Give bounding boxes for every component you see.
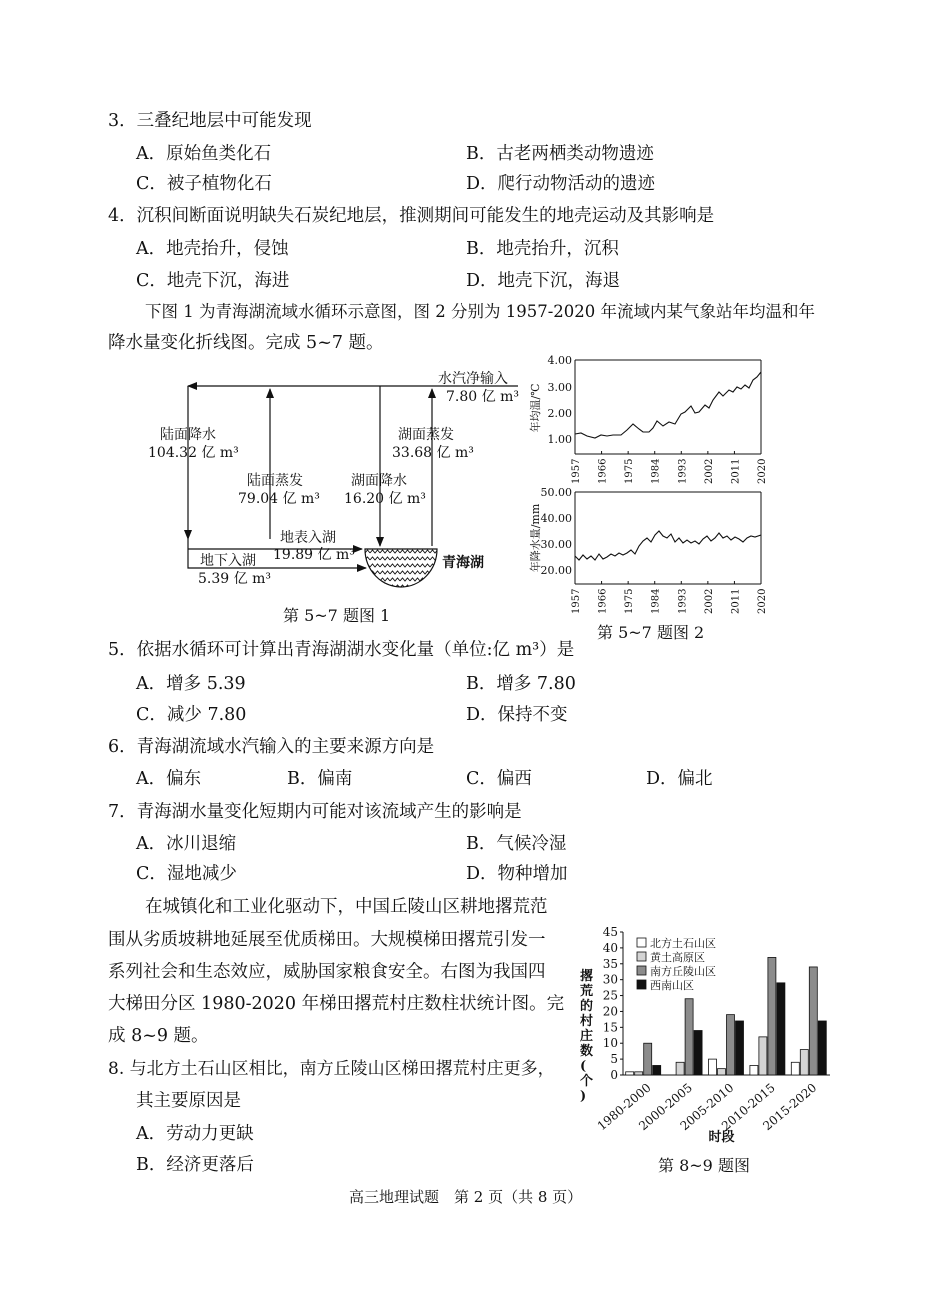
land-evap-label: 陆面蒸发	[247, 473, 303, 489]
q6-stem: 6．青海湖流域水汽输入的主要来源方向是	[108, 737, 435, 757]
vapor-label: 水汽净输入	[438, 371, 508, 387]
q3-option-c[interactable]: C．被子植物化石	[136, 174, 272, 194]
q8-stem-line2: 其主要原因是	[136, 1091, 241, 1111]
year-tick-label: 2011	[730, 588, 742, 614]
land-precip-label: 陆面降水	[160, 427, 216, 443]
year-tick-label: 1957	[571, 458, 582, 484]
bar	[809, 967, 817, 1075]
legend-label: 南方丘陵山区	[650, 965, 716, 978]
bar	[800, 1050, 808, 1075]
temp-tick-3: 3.00	[547, 381, 572, 394]
y-tick-label: 30	[602, 972, 618, 987]
q4-option-c[interactable]: C．地壳下沉，海进	[136, 271, 290, 291]
year-tick-label: 1993	[677, 458, 689, 484]
year-tick-label: 1984	[650, 588, 662, 614]
temp-tick-2: 2.00	[547, 407, 572, 420]
temp-tick-4: 4.00	[547, 354, 572, 367]
q3-option-a[interactable]: A．原始鱼类化石	[136, 144, 272, 164]
bar	[635, 1072, 643, 1075]
precip-line	[575, 531, 761, 560]
q7-option-d[interactable]: D．物种增加	[466, 864, 568, 884]
surface-value: 19.89 亿 m³	[273, 547, 355, 563]
y-tick-label: 45	[602, 925, 618, 939]
ground-label: 地下入湖	[200, 553, 256, 569]
q8-option-b[interactable]: B．经济更落后	[136, 1155, 254, 1175]
surface-label: 地表入湖	[280, 530, 336, 546]
q5-option-d[interactable]: D．保持不变	[466, 705, 568, 725]
q7-option-c[interactable]: C．湿地减少	[136, 864, 237, 884]
bar	[750, 1065, 758, 1075]
q6-option-b[interactable]: B．偏南	[287, 769, 353, 789]
q4-option-d[interactable]: D．地壳下沉，海退	[466, 271, 621, 291]
y-tick-label: 40	[602, 940, 618, 955]
year-tick-label: 1966	[597, 588, 609, 614]
intro89-line4: 大梯田分区 1980-2020 年梯田撂荒村庄数柱状统计图。完	[108, 994, 565, 1014]
bar	[694, 1031, 702, 1075]
bar	[791, 1062, 799, 1075]
q8-stem-line1: 8. 与北方土石山区相比，南方丘陵山区梯田撂荒村庄更多，	[108, 1059, 555, 1079]
q4-option-b[interactable]: B．地壳抬升，沉积	[466, 239, 619, 259]
temp-tick-1: 1.00	[547, 433, 572, 446]
precip-tick-40: 40.00	[540, 512, 572, 525]
land-precip-value: 104.32 亿 m³	[148, 445, 239, 461]
fig2-caption: 第 5~7 题图 2	[597, 623, 705, 642]
q3-option-b[interactable]: B．古老两栖类动物遗迹	[466, 144, 654, 164]
y-tick-label: 10	[602, 1036, 618, 1051]
intro57-line1: 下图 1 为青海湖流域水循环示意图，图 2 分别为 1957-2020 年流域内某气象站年均温和年	[145, 302, 816, 321]
year-tick-label: 1975	[624, 458, 636, 484]
legend-label: 黄土高原区	[650, 951, 705, 964]
lake-evap-value: 33.68 亿 m³	[392, 445, 474, 461]
bar	[626, 1072, 634, 1075]
y-tick-label: 25	[602, 988, 618, 1003]
y-tick-label: 15	[602, 1020, 618, 1035]
q5-option-c[interactable]: C．减少 7.80	[136, 705, 247, 725]
lake-precip-value: 16.20 亿 m³	[344, 491, 426, 507]
bar	[676, 1062, 684, 1075]
legend-swatch	[637, 966, 646, 975]
q6-option-a[interactable]: A．偏东	[136, 769, 202, 789]
land-evap-value: 79.04 亿 m³	[238, 491, 320, 507]
year-tick-label: 2002	[703, 458, 715, 484]
x-tick-label: 2000-2005	[636, 1080, 696, 1134]
bar	[653, 1065, 661, 1075]
intro89-line3: 系列社会和生态效应，威胁国家粮食安全。右图为我国四	[108, 962, 546, 982]
vapor-value: 7.80 亿 m³	[446, 389, 519, 405]
intro89-line1: 在城镇化和工业化驱动下，中国丘陵山区耕地撂荒范	[145, 897, 548, 917]
intro89-line2: 围从劣质坡耕地延展至优质梯田。大规模梯田撂荒引发一	[108, 930, 546, 950]
year-tick-label: 2020	[757, 588, 768, 614]
legend-swatch	[637, 952, 646, 961]
lake-evap-label: 湖面蒸发	[398, 427, 454, 443]
bar	[685, 999, 693, 1075]
bar	[759, 1037, 767, 1075]
y-tick-label: 35	[602, 956, 618, 971]
year-tick-label: 1993	[677, 588, 689, 614]
q3-option-d[interactable]: D．爬行动物活动的遗迹	[466, 174, 656, 194]
q8-option-a[interactable]: A．劳动力更缺	[136, 1124, 254, 1144]
q5-option-a[interactable]: A．增多 5.39	[136, 674, 246, 694]
precip-ylabel: 年降水量/mm	[529, 503, 542, 573]
legend-label: 西南山区	[650, 979, 694, 992]
intro57-line2: 降水量变化折线图。完成 5~7 题。	[108, 333, 384, 353]
bar	[644, 1043, 652, 1075]
bar	[777, 983, 785, 1075]
fig1-caption: 第 5~7 题图 1	[283, 606, 391, 625]
bar-chart-caption: 第 8~9 题图	[658, 1156, 750, 1175]
abandoned-villages-bar-chart	[570, 922, 835, 1147]
climate-line-charts	[525, 350, 770, 618]
year-tick-label: 2020	[757, 458, 768, 484]
temp-line	[575, 372, 761, 438]
bar	[818, 1021, 826, 1075]
q7-option-a[interactable]: A．冰川退缩	[136, 834, 237, 854]
q3-stem: 3．三叠纪地层中可能发现	[108, 111, 312, 131]
year-tick-label: 2002	[703, 588, 715, 614]
legend-label: 北方土石山区	[650, 937, 716, 950]
legend-swatch	[637, 938, 646, 947]
legend-swatch	[637, 980, 646, 989]
q6-option-d[interactable]: D．偏北	[646, 769, 713, 789]
year-tick-label: 2011	[730, 458, 742, 484]
x-tick-label: 2015-2020	[760, 1080, 820, 1134]
year-tick-label: 1957	[571, 588, 582, 614]
year-tick-label: 1975	[624, 588, 636, 614]
precip-tick-30: 30.00	[540, 538, 572, 551]
y-tick-label: 20	[602, 1004, 618, 1019]
y-tick-label: 0	[610, 1068, 618, 1082]
q6-option-c[interactable]: C．偏西	[466, 769, 532, 789]
bar	[709, 1059, 717, 1075]
x-tick-label: 2010-2015	[718, 1080, 778, 1134]
bar-chart-xlabel: 时段	[708, 1130, 735, 1145]
page-footer: 高三地理试题 第 2 页（共 8 页）	[349, 1188, 583, 1206]
y-tick-label: 5	[610, 1052, 618, 1067]
bar	[718, 1069, 726, 1075]
q4-stem: 4．沉积间断面说明缺失石炭纪地层，推测期间可能发生的地壳运动及其影响是	[108, 206, 715, 226]
q7-stem: 7．青海湖水量变化短期内可能对该流域产生的影响是	[108, 802, 522, 822]
year-tick-label: 1966	[597, 458, 609, 484]
x-tick-label: 2005-2010	[677, 1080, 737, 1134]
bar	[736, 1021, 744, 1075]
bar-chart-ylabel: 撂荒的村庄数(个)	[580, 969, 594, 1104]
precip-tick-20: 20.00	[540, 564, 572, 577]
bar	[768, 957, 776, 1075]
ground-value: 5.39 亿 m³	[198, 571, 271, 587]
q5-stem: 5．依据水循环可计算出青海湖湖水变化量（单位:亿 m³）是	[108, 640, 575, 660]
x-tick-label: 1980-2000	[594, 1080, 654, 1134]
q7-option-b[interactable]: B．气候冷湿	[466, 834, 567, 854]
q5-option-b[interactable]: B．增多 7.80	[466, 674, 576, 694]
precip-tick-50: 50.00	[540, 486, 572, 499]
bar	[727, 1015, 735, 1075]
q4-option-a[interactable]: A．地壳抬升，侵蚀	[136, 239, 289, 259]
lake-precip-label: 湖面降水	[351, 473, 407, 489]
temp-ylabel: 年均温/℃	[529, 383, 542, 433]
lake-name: 青海湖	[442, 555, 484, 571]
intro89-line5: 成 8~9 题。	[108, 1026, 209, 1046]
year-tick-label: 1984	[650, 458, 662, 484]
